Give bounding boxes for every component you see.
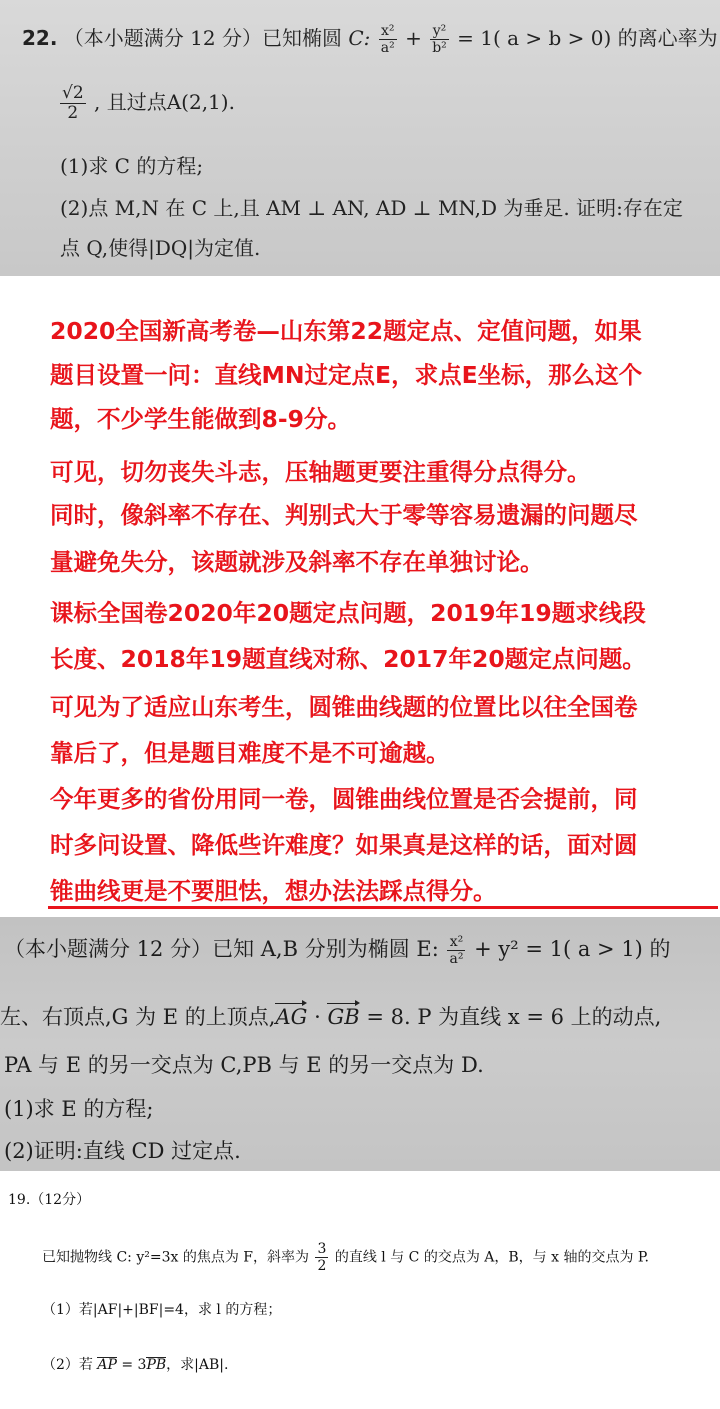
fraction-x2-a2: $\frac{\text{x²}}{\text{a²}}$ bbox=[449, 934, 464, 967]
vector-ag: AG bbox=[275, 1005, 308, 1029]
commentary-line: 靠后了，但是题目难度不是不可逾越。 bbox=[50, 739, 450, 767]
problem2-question2: (2)证明:直线 CD 过定点. bbox=[4, 1139, 241, 1163]
vector-pb: PB bbox=[146, 1357, 167, 1373]
problem1-line2: $\frac{√2}{2}$ , 且过点A(2,1). bbox=[62, 83, 235, 123]
fraction-y2-b2: $\frac{\text{y²}}{\text{b²}}$ bbox=[432, 23, 447, 56]
problem2-line1: （本小题满分 12 分）已知 A,B 分别为椭圆 E: $\frac{\text{x²}}{\text{a²}}$ + y² = 1( a > 1) 的 bbox=[4, 934, 671, 967]
problem1-question2: (2)点 M,N 在 C 上,且 AM ⊥ AN, AD ⊥ MN,D 为垂足. 证明:存在定 bbox=[60, 196, 683, 220]
problem3-header: 19.（12分） bbox=[8, 1192, 91, 1208]
commentary-line: 时多问设置、降低些许难度？如果真是这样的话，面对圆 bbox=[50, 831, 638, 859]
problem3-question2: （2）若 AP = 3PB，求|AB|. bbox=[42, 1357, 229, 1373]
problem2-question1: (1)求 E 的方程; bbox=[4, 1097, 154, 1121]
red-underline bbox=[48, 906, 718, 909]
vector-gb: GB bbox=[327, 1005, 360, 1029]
problem1-line1: 22. （本小题满分 12 分）已知椭圆 C: $\frac{\text{x²}}{\text{a²}}$ + $\frac{\text{y²}}{\text{b²}}$ = 1( a > b > 0) 的离心率为 bbox=[22, 23, 718, 56]
problem-photo-2020-national bbox=[0, 917, 720, 1171]
problem2-line3: PA 与 E 的另一交点为 C,PB 与 E 的另一交点为 D. bbox=[4, 1053, 484, 1077]
commentary-line: 量避免失分，该题就涉及斜率不存在单独讨论。 bbox=[50, 548, 544, 576]
problem-photo-2020-shandong bbox=[0, 0, 720, 276]
fraction-x2-a2: $\frac{\text{x²}}{\text{a²}}$ bbox=[380, 23, 395, 56]
commentary-line: 题，不少学生能做到8-9分。 bbox=[50, 405, 351, 433]
problem3-line1: 已知抛物线 C: y²=3x 的焦点为 F，斜率为 $\frac{3}{2}$ 的直线 l 与 C 的交点为 A，B，与 x 轴的交点为 P. bbox=[42, 1241, 649, 1274]
vector-ap: AP bbox=[97, 1357, 117, 1373]
eccentricity-fraction: $\frac{√2}{2}$ bbox=[62, 83, 84, 123]
problem2-line2: 左、右顶点,G 为 E 的上顶点,AG · GB = 8. P 为直线 x = 6 上的动点, bbox=[0, 1005, 662, 1029]
commentary-line: 长度、2018年19题直线对称、2017年20题定点问题。 bbox=[50, 645, 646, 673]
commentary-line: 课标全国卷2020年20题定点问题，2019年19题求线段 bbox=[50, 599, 646, 627]
problem-number: 22. bbox=[22, 26, 58, 50]
problem1-text: （本小题满分 12 分）已知椭圆 bbox=[63, 26, 342, 50]
commentary-line: 同时，像斜率不存在、判别式大于零等容易遗漏的问题尽 bbox=[50, 501, 638, 529]
problem1-text-suffix: = 1( a > b > 0) 的离心率为 bbox=[457, 26, 718, 50]
commentary-line: 可见，切勿丧失斗志，压轴题更要注重得分点得分。 bbox=[50, 458, 591, 486]
problem3-question1: （1）若|AF|+|BF|=4，求 l 的方程； bbox=[42, 1302, 282, 1318]
commentary-line: 2020全国新高考卷—山东第22题定点、定值问题，如果 bbox=[50, 317, 642, 345]
commentary-line: 可见为了适应山东考生，圆锥曲线题的位置比以往全国卷 bbox=[50, 693, 638, 721]
problem-scan-2019 bbox=[0, 1171, 720, 1409]
ellipse-var: C: bbox=[348, 26, 371, 50]
problem1-question1: (1)求 C 的方程; bbox=[60, 154, 204, 178]
commentary-line: 锥曲线更是不要胆怯，想办法法踩点得分。 bbox=[50, 877, 497, 905]
commentary-line: 题目设置一问：直线MN过定点E，求点E坐标，那么这个 bbox=[50, 361, 643, 389]
problem1-question2-cont: 点 Q,使得|DQ|为定值. bbox=[60, 236, 261, 260]
slope-fraction: $\frac{3}{2}$ bbox=[317, 1241, 327, 1274]
commentary-line: 今年更多的省份用同一卷，圆锥曲线位置是否会提前，同 bbox=[50, 785, 638, 813]
